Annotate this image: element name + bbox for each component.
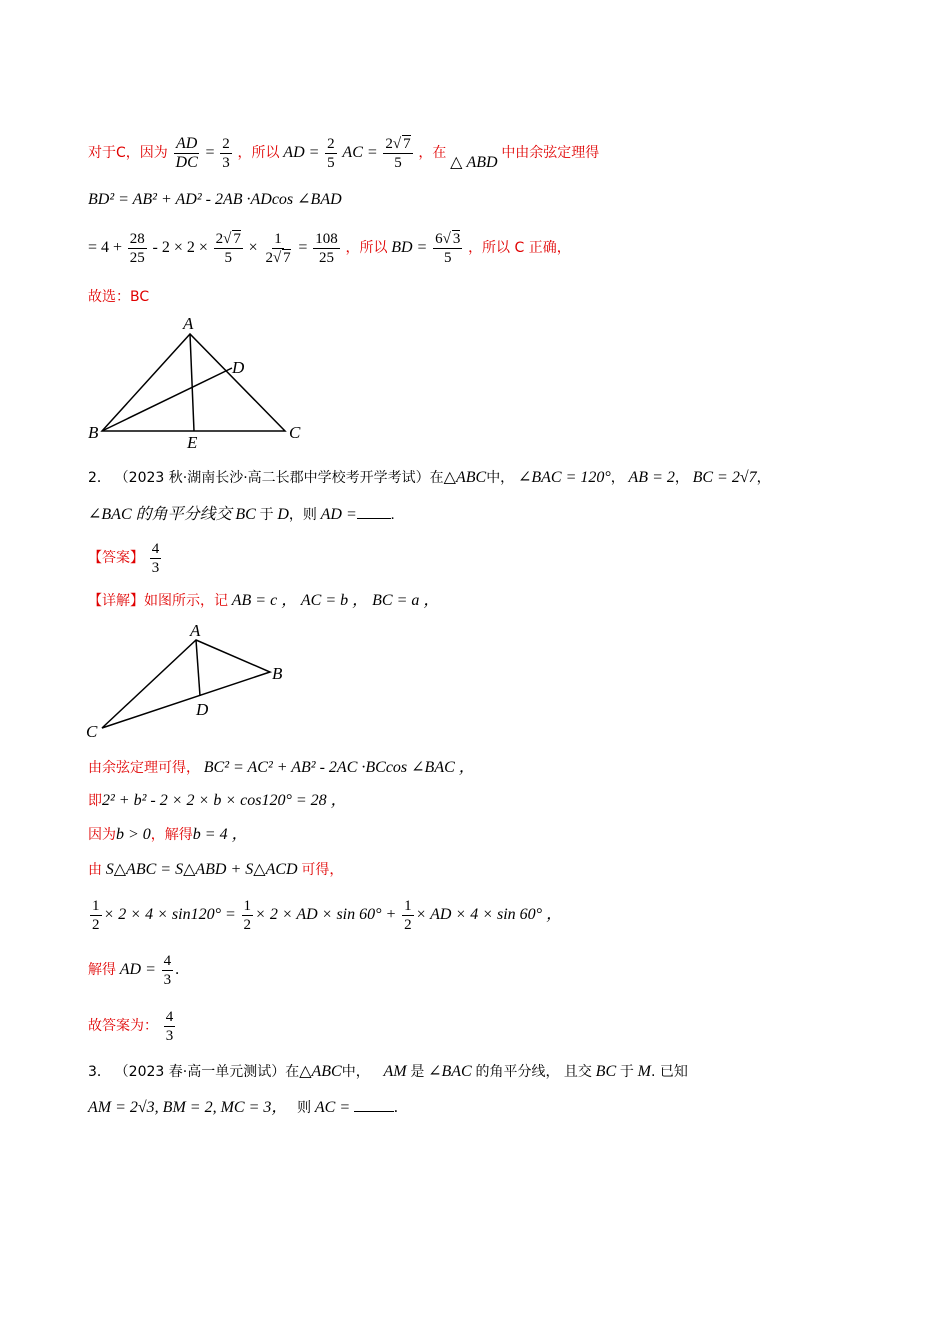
fraction-28-25: $\frac{28}{25}$ [129,231,145,267]
solution-step-1: 由余弦定理可得， BC² = AC² + AB² - 2AC ·BCcos ∠BAC ， [88,759,475,776]
fraction-6sqrt3-5: $\frac{6√ 3}{5}$ [435,231,461,267]
triangle-figure-1 [80,312,320,452]
label-c-2: C [86,722,98,741]
label-b: B [88,423,99,442]
segment-ad [196,640,200,696]
triangle-abc-outline-2 [102,640,270,728]
solution-step-6: 解得 AD = $\frac{4}{3}$ . [88,953,180,989]
fraction-2-3: $\frac{2}{3}$ [222,136,230,172]
q2-line1: 2． （2023 秋·湖南长沙·高二长郡中学校考开学考试）在△ABC中， ∠BAC = 120°， AB = 2， BC = 2√7， [88,469,771,486]
part-c-line1: 对于C，因为 $\frac{AD}{DC}$ = $\frac{2}{3}$ ，所以 AD = $\frac{2}{5}$ AC = $\frac{2√ 7}{5}$ ，在 △ ABD 中由余弦定理得 [88,135,600,172]
part-c-calc: = 4 + $\frac{28}{25}$ - 2 × 2 × $\frac{2√ 7}{5}$ × $\frac{1}{2√ 7}$ = $\frac{108}{25}$ ，所以 BD = $\frac{6√ 3}{5}$ ，所以 C 正确， [88,231,571,267]
q3-number: 3． [88,1064,111,1080]
segment-bd [102,368,232,431]
label-d: D [232,358,245,377]
q2-detail: 【详解】如图所示，记 AB = c ， AC = b ， BC = a ， [88,592,440,609]
fraction-2-5: $\frac{2}{5}$ [327,136,335,172]
q3-line2: AM = 2√3, BM = 2, MC = 3， 则 AC = . [88,1099,398,1116]
q2-answer: 【答案】 $\frac{4}{3}$ [88,541,160,577]
bd-squared-formula: BD² = AB² + AD² - 2AB ·ADcos ∠BAD [88,191,342,208]
solution-step-3: 因为b > 0，解得b = 4 ， [88,826,248,843]
label-b-2: B [272,664,283,683]
q2-source: （2023 秋·湖南长沙·高二长郡中学校考开学考试）在 [114,470,444,486]
solution-step-7: 故答案为： $\frac{4}{3}$ [88,1009,174,1045]
answer-blank-q2 [357,504,391,519]
triangle-abd: △ ABD [450,154,498,171]
fraction-2sqrt7-5-b: $\frac{2√ 7}{5}$ [215,231,241,267]
fraction-2sqrt7-5: $\frac{2√ 7}{5}$ [385,136,411,172]
answer-fraction: $\frac{4}{3}$ [151,541,160,577]
solution-step-4: 由 S△ABC = S△ABD + S△ACD 可得， [88,861,344,878]
solution-step-5: $\frac{1}{2}$ × 2 × 4 × sin120° = $\frac{1}{2}$ × 2 × AD × sin 60° + $\frac{1}{2}$ × AD × 4 × sin 60° ， [92,898,563,934]
q2-line2: ∠BAC 的角平分线交 BC 于 D，则 AD = . [88,506,395,523]
label-a: A [183,314,194,333]
fraction-108-25: $\frac{108}{25}$ [315,231,338,267]
q3-source: （2023 春·高一单元测试）在 [114,1064,300,1080]
choose-answer: 故选：BC [88,289,150,305]
label-e: E [187,433,198,452]
solution-step-2: 即2² + b² - 2 × 2 × b × cos120° = 28 ， [88,792,347,809]
part-c-prefix: 对于C，因为 [88,145,168,161]
label-d-2: D [196,700,209,719]
answer-blank-q3 [354,1097,394,1112]
fraction-ad-dc: $\frac{AD}{DC}$ [175,135,198,172]
label-a-2: A [190,621,201,640]
label-c: C [289,423,301,442]
q2-number: 2． [88,470,111,486]
triangle-figure-2 [80,617,300,742]
segment-ae [190,334,194,431]
q3-line1: 3． （2023 春·高一单元测试）在△ABC中， AM 是 ∠BAC 的角平分线， 且交 BC 于 M. 已知 [88,1063,688,1080]
fraction-1-2sqrt7: $\frac{1}{2√ 7}$ [265,231,291,267]
